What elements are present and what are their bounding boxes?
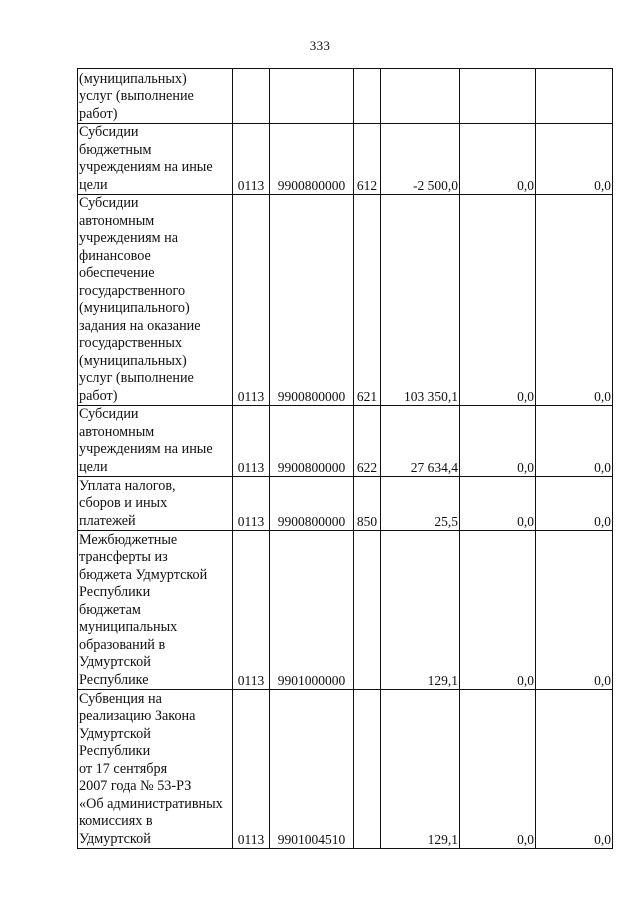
amount-year3-cell: 0,0 [536,477,613,531]
table-row [78,124,613,195]
target-article-cell: 9900800000 [270,477,354,531]
amount-year2-cell: 0,0 [460,690,536,849]
expense-type-cell: 850 [354,477,381,531]
section-code-cell: 0113 [233,195,270,406]
amount-year1-cell: 129,1 [381,690,460,849]
section-code-cell [233,69,270,124]
table-row [78,531,613,690]
table-row [78,477,613,531]
section-code-cell: 0113 [233,531,270,690]
amount-year1-cell: 129,1 [381,531,460,690]
target-article-cell: 9900800000 [270,406,354,477]
amount-year3-cell: 0,0 [536,195,613,406]
expense-type-cell: 622 [354,406,381,477]
expense-type-cell [354,69,381,124]
target-article-cell [270,69,354,124]
budget-table [77,68,613,849]
amount-year2-cell [460,69,536,124]
amount-year1-cell: 25,5 [381,477,460,531]
section-code-cell: 0113 [233,690,270,849]
expense-name-cell: Субсидии автономным учреждениям на финансовое обеспечение государственного (муниципального) задания на оказание государственных (муниципальных) услуг (выполнение работ) [78,195,233,406]
amount-year1-cell: 103 350,1 [381,195,460,406]
expense-type-cell [354,690,381,849]
amount-year3-cell [536,69,613,124]
amount-year2-cell: 0,0 [460,406,536,477]
section-code-cell: 0113 [233,124,270,195]
target-article-cell: 9901004510 [270,690,354,849]
amount-year1-cell: 27 634,4 [381,406,460,477]
amount-year3-cell: 0,0 [536,406,613,477]
expense-name-cell: (муниципальных) услуг (выполнение работ) [78,69,233,124]
amount-year1-cell: -2 500,0 [381,124,460,195]
table-row [78,195,613,406]
target-article-cell: 9900800000 [270,124,354,195]
section-code-cell: 0113 [233,477,270,531]
expense-type-cell [354,531,381,690]
amount-year3-cell: 0,0 [536,531,613,690]
amount-year2-cell: 0,0 [460,477,536,531]
amount-year3-cell: 0,0 [536,690,613,849]
page-number: 333 [309,38,331,53]
expense-name-cell: Субвенция на реализацию Закона Удмуртской Республики от 17 сентября 2007 года № 53-РЗ «Об административных комиссиях в Удмуртской [78,690,233,849]
target-article-cell: 9901000000 [270,531,354,690]
table-row [78,406,613,477]
expense-name-cell: Уплата налогов, сборов и иных платежей [78,477,233,531]
expense-name-cell: Субсидии бюджетным учреждениям на иные цели [78,124,233,195]
amount-year2-cell: 0,0 [460,531,536,690]
expense-name-cell: Субсидии автономным учреждениям на иные цели [78,406,233,477]
table-row [78,69,613,124]
expense-name-cell: Межбюджетные трансферты из бюджета Удмуртской Республики бюджетам муниципальных образований в Удмуртской Республике [78,531,233,690]
section-code-cell: 0113 [233,406,270,477]
target-article-cell: 9900800000 [270,195,354,406]
amount-year3-cell: 0,0 [536,124,613,195]
expense-type-cell: 612 [354,124,381,195]
table-row [78,690,613,849]
amount-year1-cell [381,69,460,124]
amount-year2-cell: 0,0 [460,124,536,195]
expense-type-cell: 621 [354,195,381,406]
amount-year2-cell: 0,0 [460,195,536,406]
